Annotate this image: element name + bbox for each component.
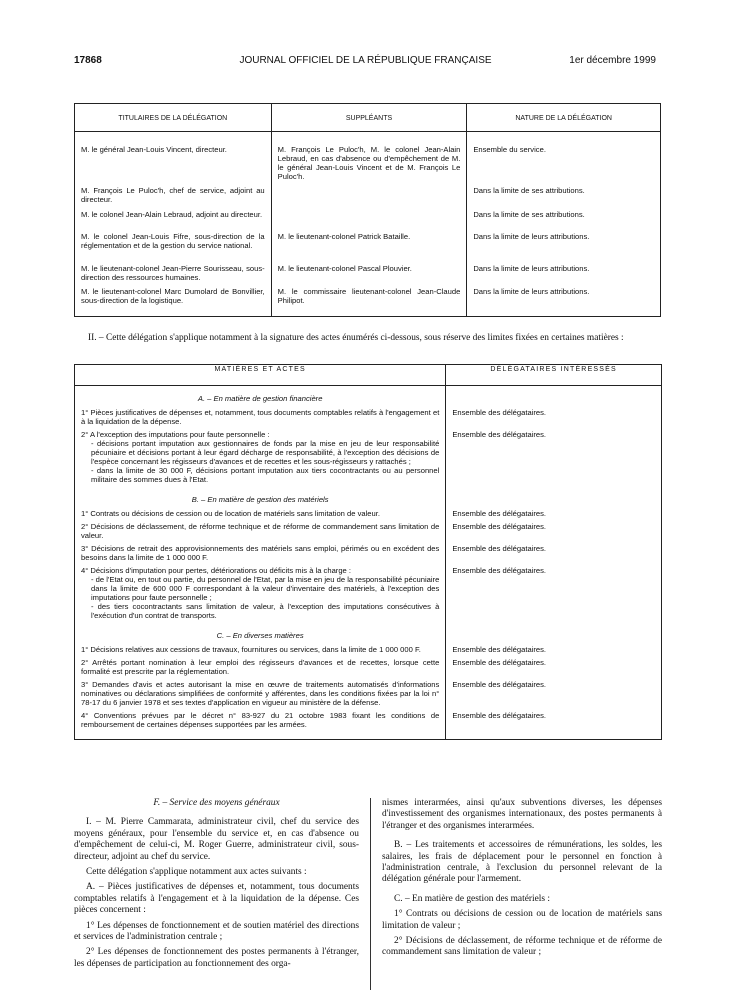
delegataires-cell: Ensemble des délégataires. xyxy=(446,565,662,623)
titulaire-cell: M. le général Jean-Louis Vincent, directeur. xyxy=(75,132,272,184)
item-a2-sub1: - décisions portant imputation aux gestionnaires de fonds par la mise en jeu de leur responsabilité pécuniaire et décisions portant à leur égard décharge de responsabilité, à l'exception des décisions de l'espèce concernant les régisseurs d'avances et de recettes et les sous-régisseurs y rattachés ; xyxy=(91,439,440,466)
nature-cell: Ensemble du service. xyxy=(467,132,661,184)
right-column xyxy=(382,798,662,963)
suppleant-cell: M. le lieutenant-colonel Patrick Bataille. xyxy=(271,229,467,261)
item-c2: 2° Arrêtés portant nomination à leur emploi des régisseurs d'avances et de recettes, lorsque cette formalité est prescrite par la réglementation. xyxy=(75,657,446,679)
table-row xyxy=(75,183,661,207)
delegataires-cell: Ensemble des délégataires. xyxy=(446,644,662,657)
delegataires-cell: Ensemble des délégataires. xyxy=(446,543,662,565)
column-header-delegataires: DÉLÉGATAIRES INTÉRESSÉS xyxy=(446,365,662,386)
delegataires-cell: Ensemble des délégataires. xyxy=(446,710,662,740)
delegataires-cell: Ensemble des délégataires. xyxy=(446,407,662,429)
paragraph: C. – En matière de gestion des matériels : xyxy=(394,893,550,904)
paragraph: 1° Les dépenses de fonctionnement et de soutien matériel des directions et services de l'administration centrale ; xyxy=(74,920,359,943)
paragraph: 2° Décisions de déclassement, de réforme technique et de réforme de commandement sans limitation de valeur ; xyxy=(382,936,662,958)
column-header-nature: NATURE DE LA DÉLÉGATION xyxy=(467,104,661,132)
delegataires-cell: Ensemble des délégataires. xyxy=(446,429,662,487)
nature-cell: Dans la limite de leurs attributions. xyxy=(467,229,661,261)
item-a2-text: 2° A l'exception des imputations pour faute personnelle : xyxy=(81,430,270,439)
table-row xyxy=(75,229,661,261)
titulaire-cell: M. le colonel Jean-Alain Lebraud, adjoint au directeur. xyxy=(75,207,272,229)
paragraph: 2° Les dépenses de fonctionnement des postes permanents à l'étranger, les dépenses de participation au fonctionnement des orga- xyxy=(74,947,359,969)
table-row xyxy=(75,261,661,284)
paragraph: 1° Contrats ou décisions de cession ou de location de matériels sans limitation de valeur ; xyxy=(382,909,662,931)
publication-date: 1er décembre 1999 xyxy=(569,55,656,66)
nature-cell: Dans la limite de leurs attributions. xyxy=(467,261,661,284)
section-heading-a: A. – En matière de gestion financière xyxy=(75,386,446,408)
item-a2 xyxy=(75,429,446,487)
titulaire-cell: M. le lieutenant-colonel Jean-Pierre Sourisseau, sous-direction des ressources humaines. xyxy=(75,261,272,284)
section-f-heading: F. – Service des moyens généraux xyxy=(153,798,280,808)
item-b2: 2° Décisions de déclassement, de réforme technique et de réforme de commandement sans limitation de valeur. xyxy=(75,521,446,543)
nature-cell: Dans la limite de ses attributions. xyxy=(467,207,661,229)
suppleant-cell xyxy=(271,183,467,207)
delegation-table xyxy=(74,103,661,317)
delegataires-cell: Ensemble des délégataires. xyxy=(446,508,662,521)
suppleant-cell: M. le lieutenant-colonel Pascal Plouvier. xyxy=(271,261,467,284)
table-row xyxy=(75,207,661,229)
column-header-matieres: MATIÈRES ET ACTES xyxy=(75,365,446,386)
item-b4-sub2: - des tiers cocontractants sans limitation de valeur, à l'exception des imputations consécutives à l'exécution d'un contrat de transports. xyxy=(91,602,440,620)
item-b4 xyxy=(75,565,446,623)
item-b4-text: 4° Décisions d'imputation pour pertes, détériorations ou déficits mis à la charge : xyxy=(81,566,351,575)
suppleant-cell: M. le commissaire lieutenant-colonel Jean-Claude Philipot. xyxy=(271,284,467,316)
section-heading-b: B. – En matière de gestion des matériels xyxy=(75,487,446,508)
item-c1: 1° Décisions relatives aux cessions de travaux, fournitures ou services, dans la limite de 1 000 000 F. xyxy=(75,644,446,657)
section-ii-paragraph: II. – Cette délégation s'applique notamment à la signature des actes énumérés ci-dessous, sous réserve des limites fixées en certaines matières : xyxy=(88,333,624,343)
column-header-suppleants: SUPPLÉANTS xyxy=(271,104,467,132)
nature-cell: Dans la limite de ses attributions. xyxy=(467,183,661,207)
item-a1: 1° Pièces justificatives de dépenses et, notamment, tous documents comptables relatifs à l'engagement et à la liquidation de la dépense. xyxy=(75,407,446,429)
titulaire-cell: M. le lieutenant-colonel Marc Dumolard de Bonvillier, sous-direction de la logistique. xyxy=(75,284,272,316)
item-c4: 4° Conventions prévues par le décret n° 83-927 du 21 octobre 1983 fixant les conditions de remboursement de certaines dépenses supportées par les armées. xyxy=(75,710,446,740)
item-b1: 1° Contrats ou décisions de cession ou de location de matériels sans limitation de valeur. xyxy=(75,508,446,521)
paragraph: A. – Pièces justificatives de dépenses et, notamment, tous documents comptables relatifs à l'engagement et à la liquidation de la dépense. Ces pièces concernent : xyxy=(74,882,359,916)
matters-table xyxy=(74,364,662,740)
section-heading-c: C. – En diverses matières xyxy=(75,623,446,644)
delegataires-cell: Ensemble des délégataires. xyxy=(446,657,662,679)
left-column xyxy=(74,798,359,974)
column-divider xyxy=(370,798,371,990)
delegataires-cell: Ensemble des délégataires. xyxy=(446,521,662,543)
item-b3: 3° Décisions de retrait des approvisionnements des matériels sans emploi, périmés ou en excédent des besoins dans la limite de 1 000 000 F. xyxy=(75,543,446,565)
table-row xyxy=(75,284,661,316)
journal-title: JOURNAL OFFICIEL DE LA RÉPUBLIQUE FRANÇAISE xyxy=(239,55,492,66)
paragraph: I. – M. Pierre Cammarata, administrateur civil, chef du service des moyens généraux, pour l'ensemble du service et, en cas d'absence ou d'empêchement de celui-ci, M. Roger Guerre, administrateur civil, sous-directeur, adjoint au chef du service. xyxy=(74,817,359,862)
nature-cell: Dans la limite de leurs attributions. xyxy=(467,284,661,316)
suppleant-cell xyxy=(271,207,467,229)
delegataires-cell: Ensemble des délégataires. xyxy=(446,679,662,710)
suppleant-cell: M. François Le Puloc'h, M. le colonel Jean-Alain Lebraud, en cas d'absence ou d'empêchement de M. le général Jean-Louis Vincent et de M. François Le Puloc'h. xyxy=(271,132,467,184)
paragraph: B. – Les traitements et accessoires de rémunérations, les soldes, les salaires, les frais de déplacement pour le personnel en fonction à l'administration centrale, à l'exclusion du personnel relevant de la délégation générale pour l'armement. xyxy=(382,840,662,885)
item-b4-sub1: - de l'Etat ou, en tout ou partie, du personnel de l'Etat, par la mise en jeu de la responsabilité pécuniaire dans la limite de 600 000 F correspondant à la valeur d'inventaire des matériels, à l'exception des imputations pour faute personnelle ; xyxy=(91,575,440,602)
table-row xyxy=(75,132,661,184)
column-header-titulaires: TITULAIRES DE LA DÉLÉGATION xyxy=(75,104,272,132)
item-a2-sub2: - dans la limite de 30 000 F, décisions portant imputation aux tiers cocontractants ou au personnel militaire des sommes dues à l'Etat. xyxy=(91,466,440,484)
page-number: 17868 xyxy=(74,55,102,66)
item-c3: 3° Demandes d'avis et actes autorisant la mise en œuvre de traitements automatisés d'informations nominatives ou déclarations simplifiées de conformité y afférentes, dans les conditions fixées par la loi n° 78-17 du 6 janvier 1978 et ses textes d'application en vigueur au ministère de la défense. xyxy=(75,679,446,710)
titulaire-cell: M. le colonel Jean-Louis Fifre, sous-direction de la réglementation et de la gestion du service national. xyxy=(75,229,272,261)
titulaire-cell: M. François Le Puloc'h, chef de service, adjoint au directeur. xyxy=(75,183,272,207)
paragraph: Cette délégation s'applique notamment aux actes suivants : xyxy=(86,867,307,878)
paragraph: nismes interarmées, ainsi qu'aux subventions diverses, les dépenses d'investissement des organismes internationaux, des postes permanents à l'étranger et des organismes interarmées. xyxy=(382,798,662,831)
